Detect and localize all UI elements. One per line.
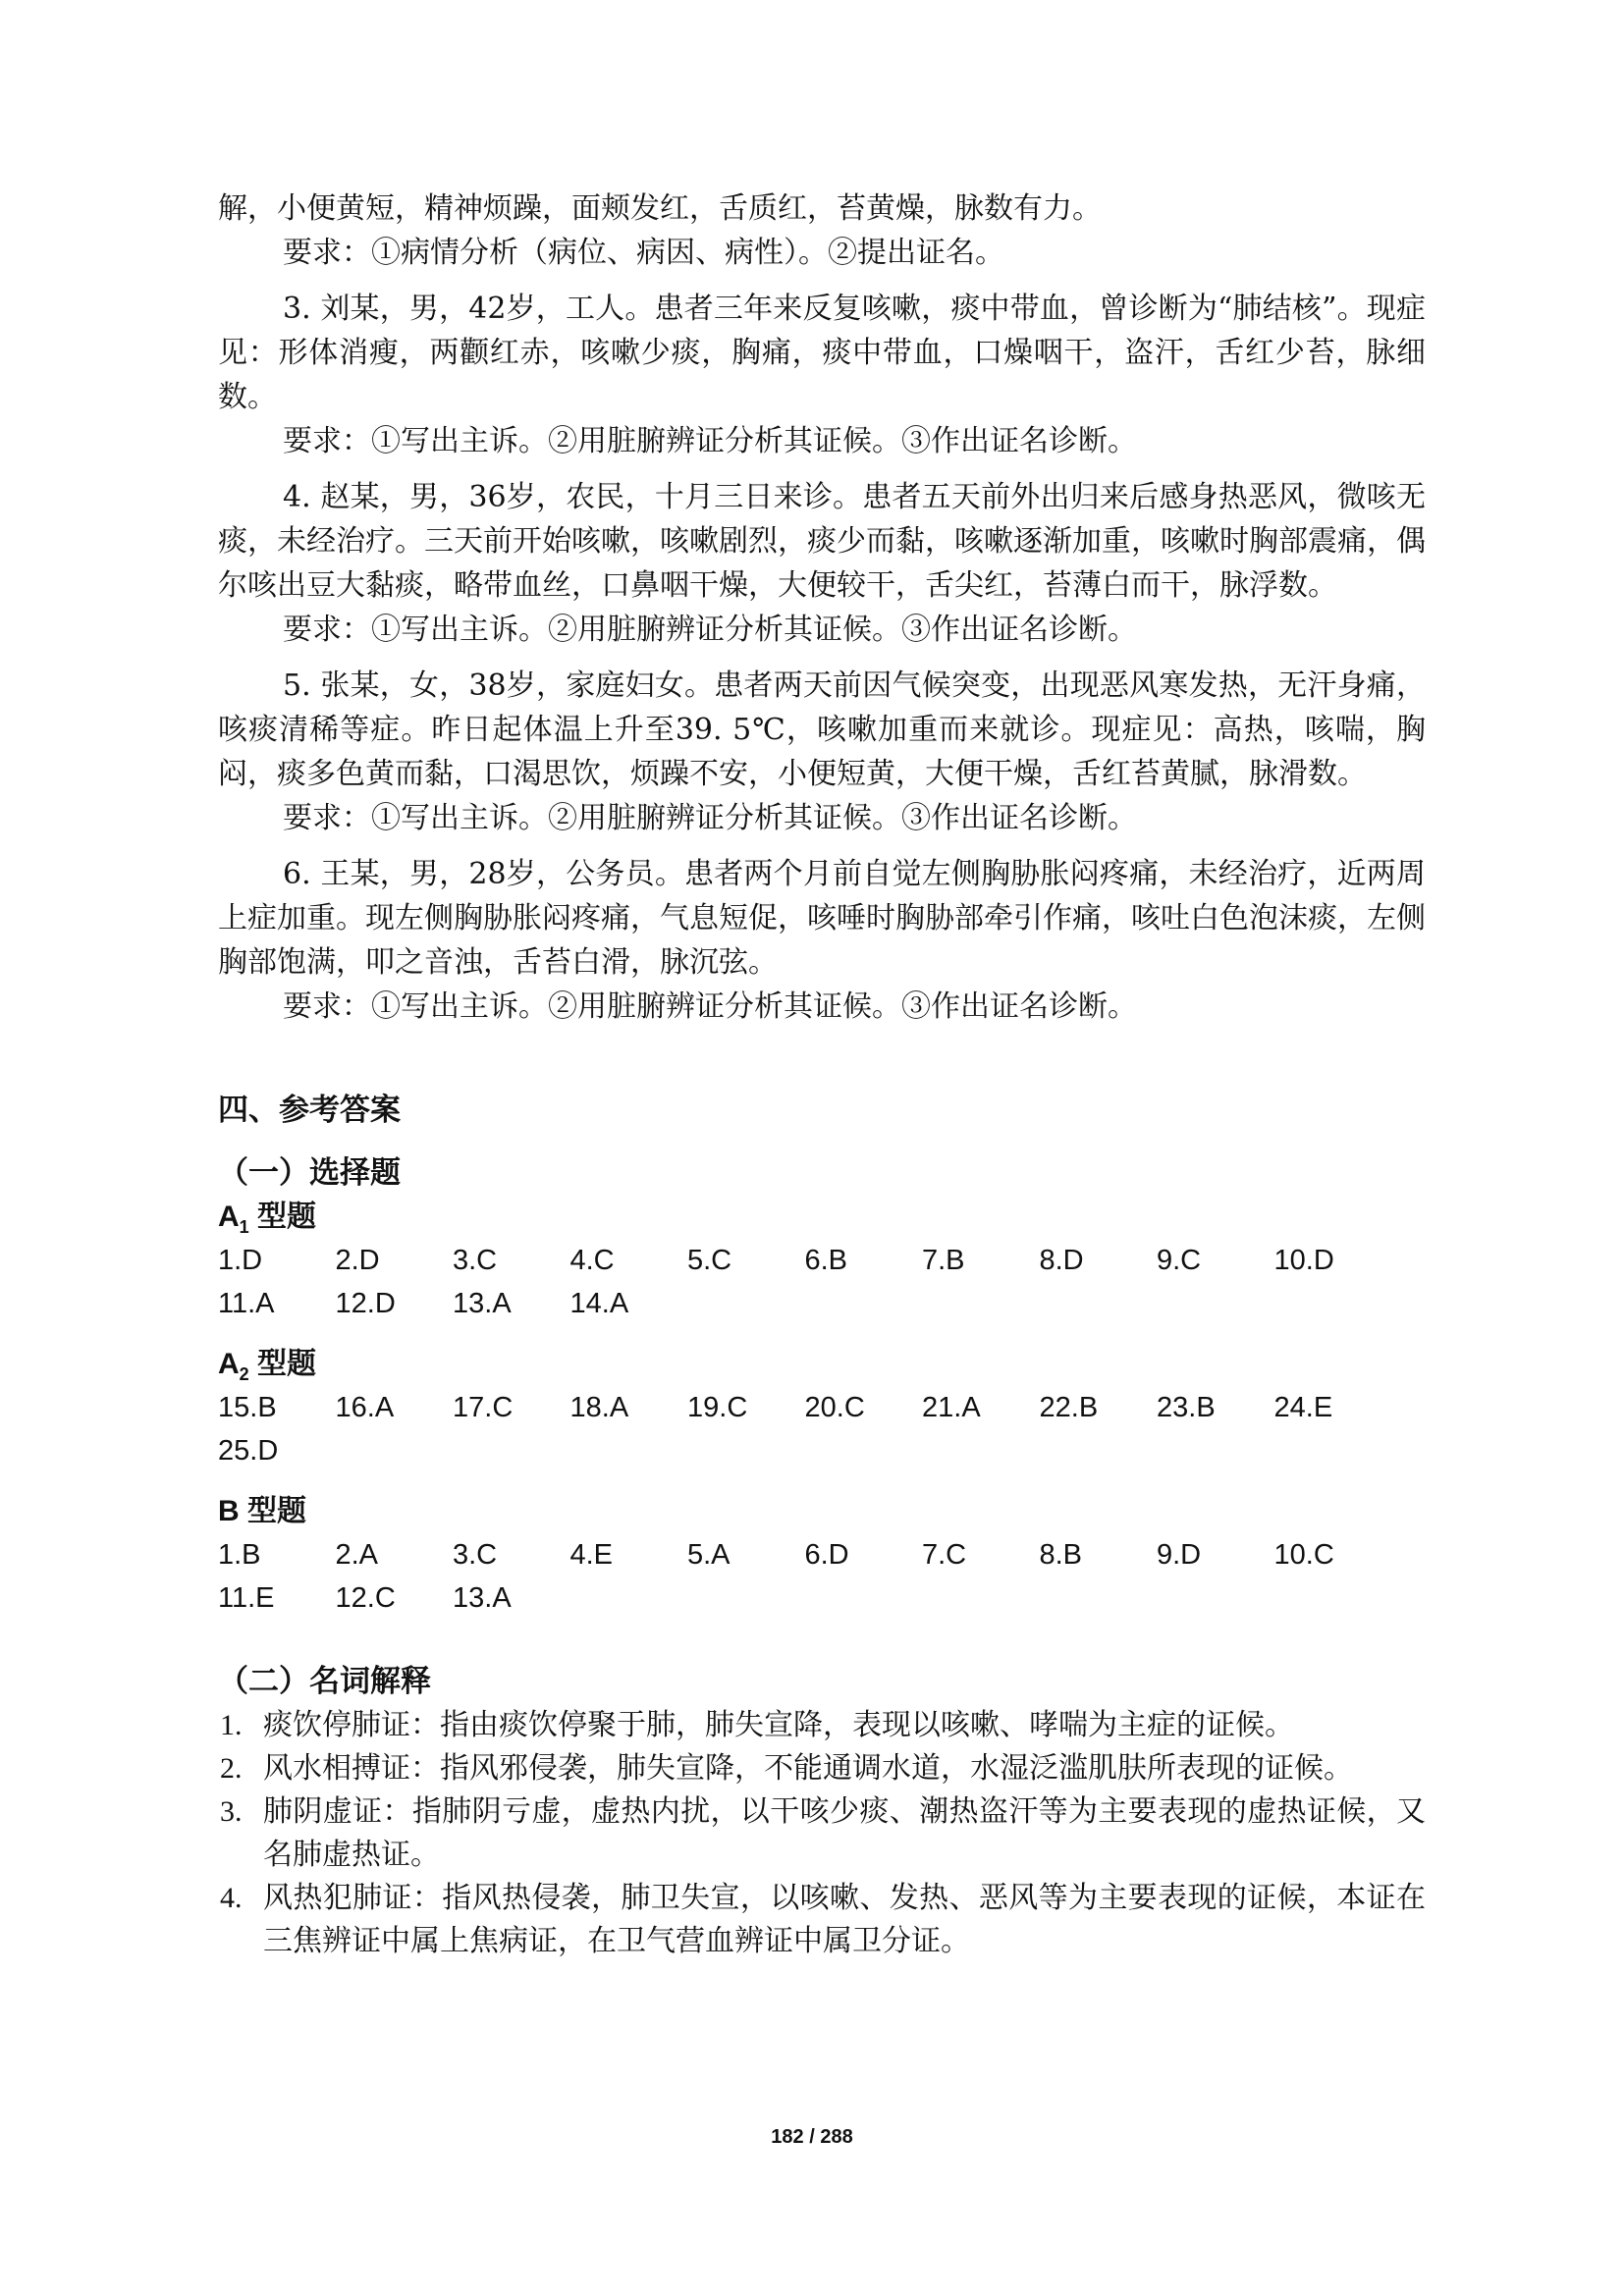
term-item [218, 1790, 1426, 1877]
a1-answer-row-1 [218, 1239, 1426, 1282]
answer-item: 6.D [804, 1539, 849, 1571]
answer-item: 20.C [804, 1392, 865, 1423]
term-text: 风热犯肺证：指风热侵袭，肺卫失宣，以咳嗽、发热、恶风等为主要表现的证候，本证在三焦辨证中属上焦病证，在卫气营血辨证中属卫分证。 [263, 1881, 1426, 1958]
page-number: 182 / 288 [771, 2126, 853, 2148]
a1-type-heading [218, 1196, 1426, 1239]
term-list [218, 1704, 1426, 1963]
answer-item: 3.C [453, 1539, 498, 1571]
answer-item: 4.C [569, 1245, 615, 1276]
answer-item: 2.A [335, 1539, 379, 1571]
answer-item: 13.A [453, 1288, 512, 1319]
answer-item: 25.D [218, 1435, 279, 1467]
b-answer-row-1 [218, 1533, 1426, 1576]
answer-item: 14.A [569, 1288, 629, 1319]
term-number: 3. [220, 1795, 243, 1828]
a2-answer-row-2 [218, 1429, 1426, 1472]
answer-item: 23.B [1157, 1392, 1216, 1423]
case6-requirement: 要求：①写出主诉。②用脏腑辨证分析其证候。③作出证名诊断。 [283, 989, 1137, 1024]
a1-label-main: A [218, 1201, 240, 1233]
answer-item: 16.A [335, 1392, 395, 1423]
term-number: 2. [220, 1752, 243, 1785]
answer-item: 10.D [1273, 1245, 1334, 1276]
answer-item: 1.B [218, 1539, 261, 1571]
section4-title: 四、参考答案 [218, 1093, 401, 1127]
term-item [218, 1747, 1426, 1790]
answer-item: 5.C [687, 1245, 732, 1276]
answer-item: 11.E [218, 1582, 275, 1614]
answer-item: 13.A [453, 1582, 512, 1614]
a2-label-main: A [218, 1348, 240, 1380]
choice-questions-title: （一）选择题 [218, 1155, 401, 1190]
term-number: 4. [220, 1882, 243, 1914]
case4-text: 4. 赵某，男，36岁，农民，十月三日来诊。患者五天前外出归来后感身热恶风，微咳无痰，未经治疗。三天前开始咳嗽，咳嗽剧烈，痰少而黏，咳嗽逐渐加重，咳嗽时胸部震痛，偶尔咳出豆大黏痰，略带血丝，口鼻咽干燥，大便较干，舌尖红，苔薄白而干，脉浮数。 [218, 480, 1426, 603]
document-page [218, 187, 1426, 1963]
case2-requirement: 要求：①病情分析（病位、病因、病性）。②提出证名。 [283, 236, 1004, 270]
b-type-heading: B 型题 [218, 1495, 306, 1527]
answer-item: 17.C [453, 1392, 514, 1423]
case5-requirement: 要求：①写出主诉。②用脏腑辨证分析其证候。③作出证名诊断。 [283, 801, 1137, 835]
term-text: 肺阴虚证：指肺阴亏虚，虚热内扰，以干咳少痰、潮热盗汗等为主要表现的虚热证候，又名肺虚热证。 [263, 1794, 1426, 1872]
b-answer-row-2 [218, 1576, 1426, 1620]
answer-item: 7.B [922, 1245, 965, 1276]
answer-item: 8.B [1039, 1539, 1083, 1571]
case5-text: 5. 张某，女，38岁，家庭妇女。患者两天前因气候突变，出现恶风寒发热，无汗身痛，咳痰清稀等症。昨日起体温上升至39. 5℃，咳嗽加重而来就诊。现症见：高热，咳喘，胸闷，痰多色黄而黏，口渴思饮，烦躁不安，小便短黄，大便干燥，舌红苔黄腻，脉滑数。 [218, 668, 1426, 791]
term-text: 风水相搏证：指风邪侵袭，肺失宣降，不能通调水道，水湿泛滥肌肤所表现的证候。 [263, 1751, 1353, 1786]
answer-item: 18.A [569, 1392, 629, 1423]
answer-item: 1.D [218, 1245, 263, 1276]
answer-item: 5.A [687, 1539, 731, 1571]
answer-item: 22.B [1039, 1392, 1099, 1423]
term-item [218, 1877, 1426, 1963]
answer-item: 19.C [687, 1392, 748, 1423]
term-explanation-title: （二）名词解释 [218, 1664, 431, 1698]
case6-text: 6. 王某，男，28岁，公务员。患者两个月前自觉左侧胸胁胀闷疼痛，未经治疗，近两周上症加重。现左侧胸胁胀闷疼痛，气息短促，咳唾时胸胁部牵引作痛，咳吐白色泡沫痰，左侧胸部饱满，叩之音浊，舌苔白滑，脉沉弦。 [218, 857, 1426, 980]
answer-item: 8.D [1039, 1245, 1084, 1276]
case4-requirement: 要求：①写出主诉。②用脏腑辨证分析其证候。③作出证名诊断。 [283, 613, 1137, 647]
answer-item: 11.A [218, 1288, 275, 1319]
answer-item: 12.D [335, 1288, 396, 1319]
a1-label-sub: 1 [239, 1217, 249, 1237]
answer-item: 9.D [1157, 1539, 1202, 1571]
a2-answer-row-1 [218, 1386, 1426, 1429]
answer-item: 6.B [804, 1245, 848, 1276]
a1-answer-row-2 [218, 1282, 1426, 1325]
term-item [218, 1704, 1426, 1747]
a2-type-heading [218, 1343, 1426, 1386]
case3-requirement: 要求：①写出主诉。②用脏腑辨证分析其证候。③作出证名诊断。 [283, 424, 1137, 458]
term-number: 1. [220, 1709, 243, 1741]
answer-item: 21.A [922, 1392, 981, 1423]
case3-text: 3. 刘某，男，42岁，工人。患者三年来反复咳嗽，痰中带血，曾诊断为“肺结核”。现症见：形体消瘦，两颧红赤，咳嗽少痰，胸痛，痰中带血，口燥咽干，盗汗，舌红少苔，脉细数。 [218, 292, 1426, 414]
answer-item: 12.C [335, 1582, 396, 1614]
a2-label-rest: 型题 [257, 1348, 317, 1380]
answer-item: 4.E [569, 1539, 614, 1571]
a2-label-sub: 2 [239, 1364, 249, 1384]
a1-label-rest: 型题 [257, 1201, 317, 1233]
answer-item: 2.D [335, 1245, 380, 1276]
case2-tail: 解，小便黄短，精神烦躁，面颊发红，舌质红，苔黄燥，脉数有力。 [218, 191, 1102, 226]
term-text: 痰饮停肺证：指由痰饮停聚于肺，肺失宣降，表现以咳嗽、哮喘为主症的证候。 [263, 1708, 1294, 1742]
answer-item: 10.C [1273, 1539, 1334, 1571]
answer-item: 24.E [1273, 1392, 1333, 1423]
answer-item: 7.C [922, 1539, 967, 1571]
answer-item: 3.C [453, 1245, 498, 1276]
answer-item: 9.C [1157, 1245, 1202, 1276]
answer-item: 15.B [218, 1392, 277, 1423]
